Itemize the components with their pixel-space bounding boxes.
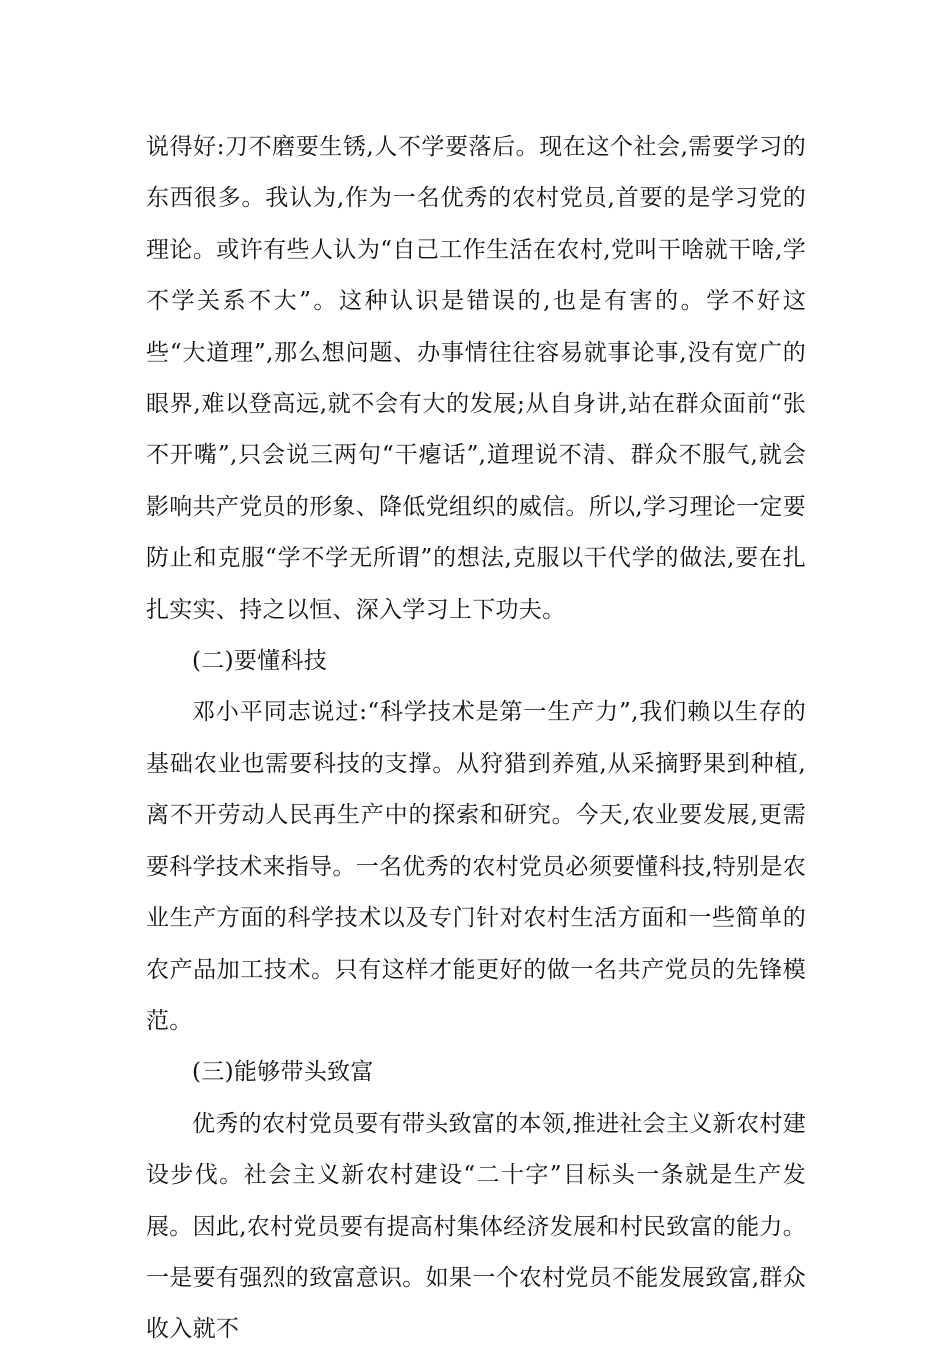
paragraph-theory-study: 说得好:刀不磨要生锈,人不学要落后。现在这个社会,需要学习的东西很多。我认为,作为一名优秀的农村党员,首要的是学习党的理论。或许有些人认为“自己工作生活在农村,党叫干啥就干啥,学不学关系不大”。这种认识是错误的,也是有害的。学不好这些“大道理”,那么想问题、办事情往往容易就事论事,没有宽广的眼界,难以登高远,就不会有大的发展;从自身讲,站在群众面前“张不开嘴”,只会说三两句“干瘪话”,道理说不清、群众不服气,就会影响共产党员的形象、降低党组织的威信。所以,学习理论一定要防止和克服“学不学无所谓”的想法,克服以干代学的做法,要在扎扎实实、持之以恒、深入学习上下功夫。	[146, 134, 807, 623]
paragraph-science-tech: 邓小平同志说过:“科学技术是第一生产力”,我们赖以生存的基础农业也需要科技的支撑。从狩猎到养殖,从采摘野果到种植,离不开劳动人民再生产中的探索和研究。今天,农业要发展,更需要科学技术来指导。一名优秀的农村党员必须要懂科技,特别是农业生产方面的科学技术以及专门针对农村生活方面和一些简单的农产品加工技术。只有这样才能更好的做一名共产党员的先锋模范。	[146, 699, 807, 1034]
paragraph-lead-prosperity: 优秀的农村党员要有带头致富的本领,推进社会主义新农村建设步伐。社会主义新农村建设“二十字”目标头一条就是生产发展。因此,农村党员要有提高村集体经济发展和村民致富的能力。一是要有强烈的致富意识。如果一个农村党员不能发展致富,群众收入就不	[146, 1110, 807, 1343]
body-text	[146, 122, 806, 1356]
section-heading-science-tech: (二)要懂科技	[192, 648, 328, 675]
section-heading-lead-prosperity: (三)能够带头致富	[192, 1059, 374, 1086]
